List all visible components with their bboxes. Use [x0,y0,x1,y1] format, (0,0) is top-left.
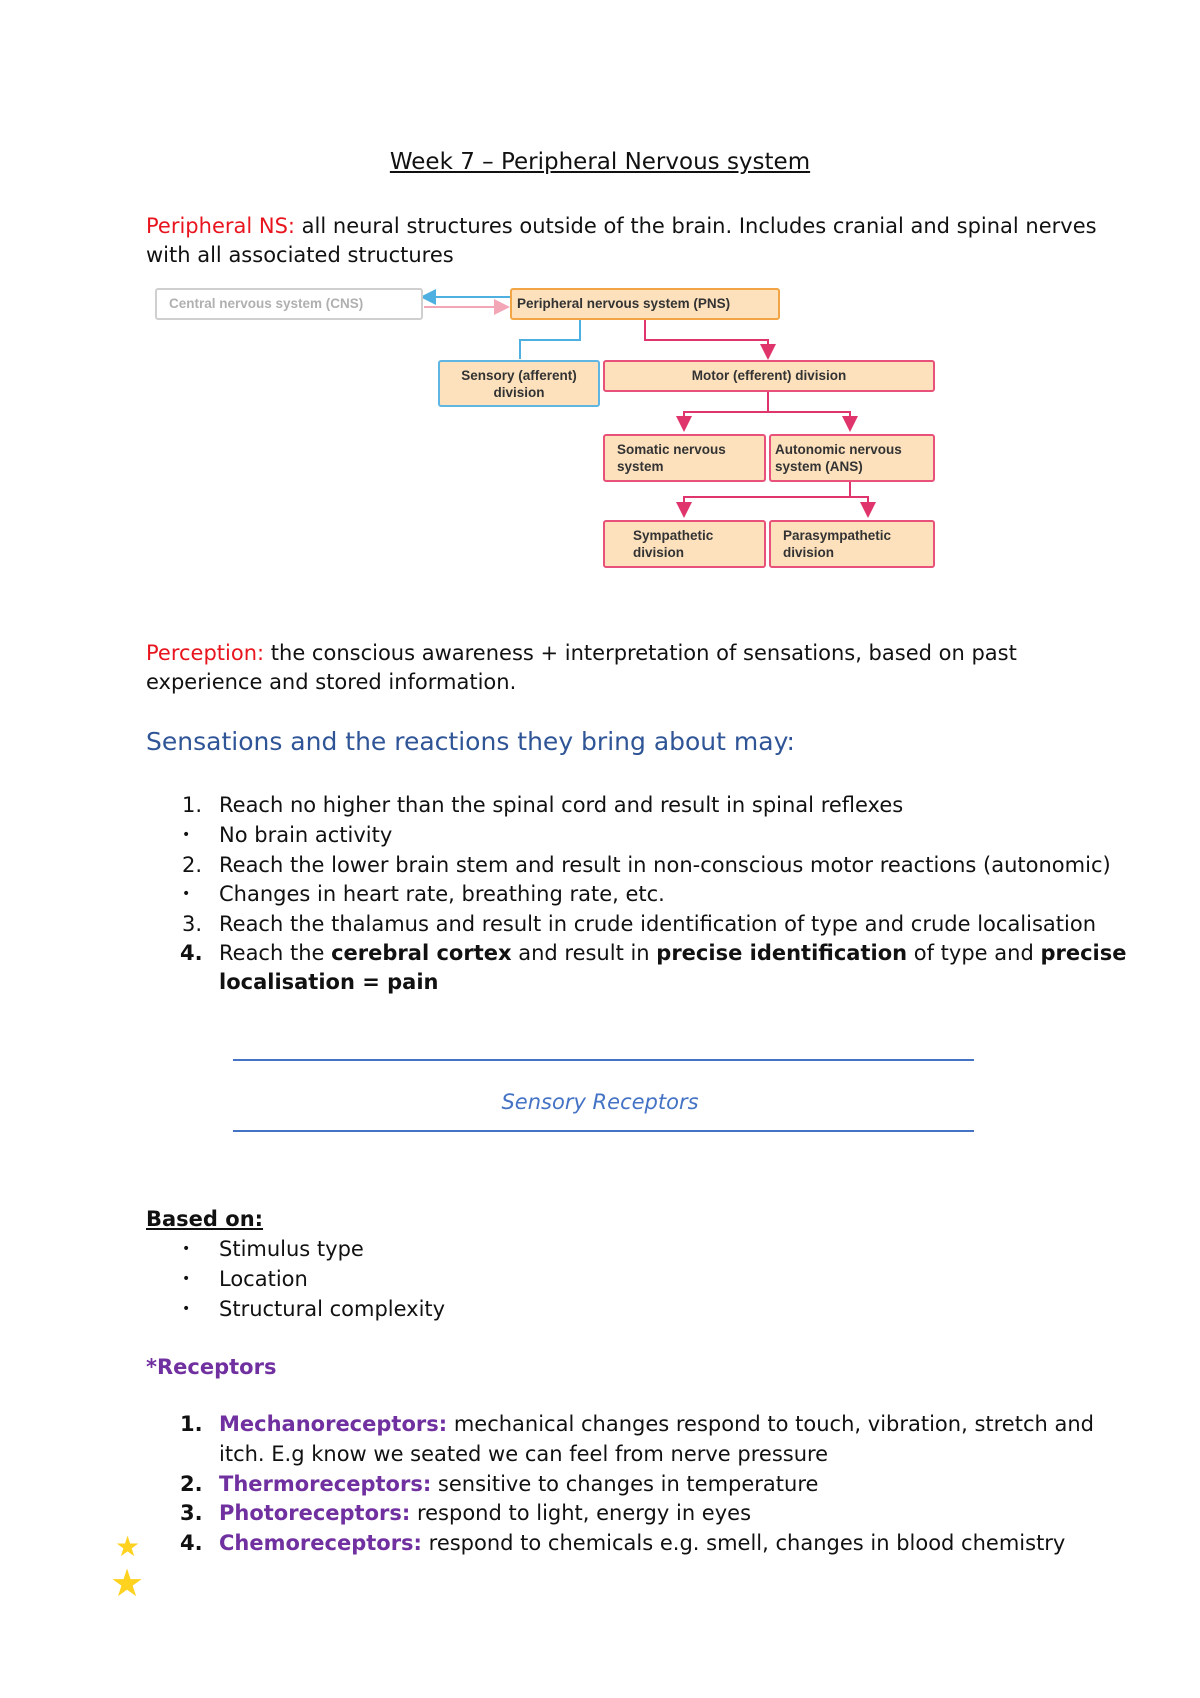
based-on-label: Based on: [146,1207,264,1231]
bullet: • [182,886,191,902]
receptors-label: *Receptors [146,1355,277,1379]
line-pns-motor [645,319,768,356]
list-number: 1. [181,793,202,817]
sensory-label-2: division [493,385,545,400]
receptor-desc: respond to light, energy in eyes [410,1501,752,1525]
list-text: Reach no higher than the spinal cord and result in spinal reflexes [219,793,904,817]
sympathetic-label-1: Sympathetic [633,528,714,543]
cns-box [155,288,423,320]
bullet: • [182,1301,191,1317]
star-icon: ★ [110,1561,145,1605]
receptor-desc: sensitive to changes in temperature [431,1472,819,1496]
sensory-box [438,360,600,407]
perception-term: Perception: [146,641,265,665]
ans-box [769,434,935,482]
list-text: Reach the thalamus and result in crude identification of type and crude localisation [219,912,1097,936]
line-motor-somatic [684,392,768,428]
perception-line2: experience and stored information. [146,670,517,694]
sympathetic-label-2: division [633,545,685,560]
list-text: Stimulus type [219,1237,364,1261]
somatic-box [603,434,766,482]
sensations-list [0,791,1200,1001]
receptor-desc: respond to chemicals e.g. smell, changes in blood chemistry [421,1531,1066,1555]
list-text: Location [219,1267,308,1291]
bullet: • [182,1241,191,1257]
bullet: • [182,1271,191,1287]
list-number: 2. [180,1472,203,1496]
parasympathetic-label-1: Parasympathetic [783,528,892,543]
receptor-desc: itch. E.g know we seated we can feel from nerve pressure [219,1442,829,1466]
pns-box [510,288,780,320]
list-text: No brain activity [219,823,393,847]
list-text: Reach the lower brain stem and result in non-conscious motor reactions (autonomic) [219,853,1111,877]
text-run: Reach the [219,941,332,965]
sensations-heading: Sensations and the reactions they bring about may: [146,727,795,756]
star-icon: ★ [115,1530,141,1563]
section-rule-top [233,1059,974,1061]
based-on-list [0,1235,1200,1325]
somatic-label-1: Somatic nervous [617,442,726,457]
list-number: 1. [180,1412,203,1436]
list-text [219,939,1127,968]
page-title: Week 7 – Peripheral Nervous system [389,149,811,175]
text-run-bold: cerebral cortex [331,941,512,965]
parasympathetic-label-2: division [783,545,835,560]
cns-label: Central nervous system (CNS) [169,296,364,311]
text-run: of type and [907,941,1041,965]
list-number: 3. [181,912,202,936]
perception-line1: the conscious awareness + interpretation of sensations, based on past [264,641,1017,665]
section-title: Sensory Receptors [501,1090,699,1114]
ans-label-1: Autonomic nervous [775,442,902,457]
section-rule-bottom [233,1130,974,1132]
motor-label: Motor (efferent) division [691,368,847,383]
somatic-label-2: system [617,459,664,474]
line-ans-parasympathetic [850,497,868,514]
receptor-desc: mechanical changes respond to touch, vibration, stretch and [447,1412,1094,1436]
pns-term: Peripheral NS: [146,214,295,238]
receptor-term: Thermoreceptors: [219,1472,432,1496]
list-text: Structural complexity [219,1297,446,1321]
receptor-term: Chemoreceptors: [219,1531,422,1555]
motor-box [603,360,935,392]
receptors-list [0,1410,1200,1560]
list-number: 4. [180,1531,203,1555]
receptor-term: Photoreceptors: [219,1501,411,1525]
list-text: localisation = pain [219,970,439,994]
line-motor-ans [768,412,850,428]
pns-def-line2: with all associated structures [146,243,454,267]
sympathetic-box [603,520,766,568]
text-run: and result in [511,941,657,965]
pns-definition [146,212,1097,241]
line-ans-sympathetic [684,480,850,514]
text-run-bold: precise identification [656,941,908,965]
perception-definition [146,639,1017,668]
line-pns-sensory [520,319,580,359]
receptor-term: Mechanoreceptors: [219,1412,448,1436]
ans-label-2: system (ANS) [775,459,863,474]
parasympathetic-box [769,520,935,568]
list-number: 3. [180,1501,203,1525]
bullet: • [182,827,191,843]
pns-def-line1: all neural structures outside of the brain. Includes cranial and spinal nerves [295,214,1097,238]
text-run-bold: precise [1040,941,1127,965]
list-text: Changes in heart rate, breathing rate, etc. [219,882,665,906]
sensory-label-1: Sensory (afferent) [461,368,577,383]
pns-label: Peripheral nervous system (PNS) [517,296,731,311]
list-number: 2. [181,853,202,877]
list-number: 4. [180,941,203,965]
